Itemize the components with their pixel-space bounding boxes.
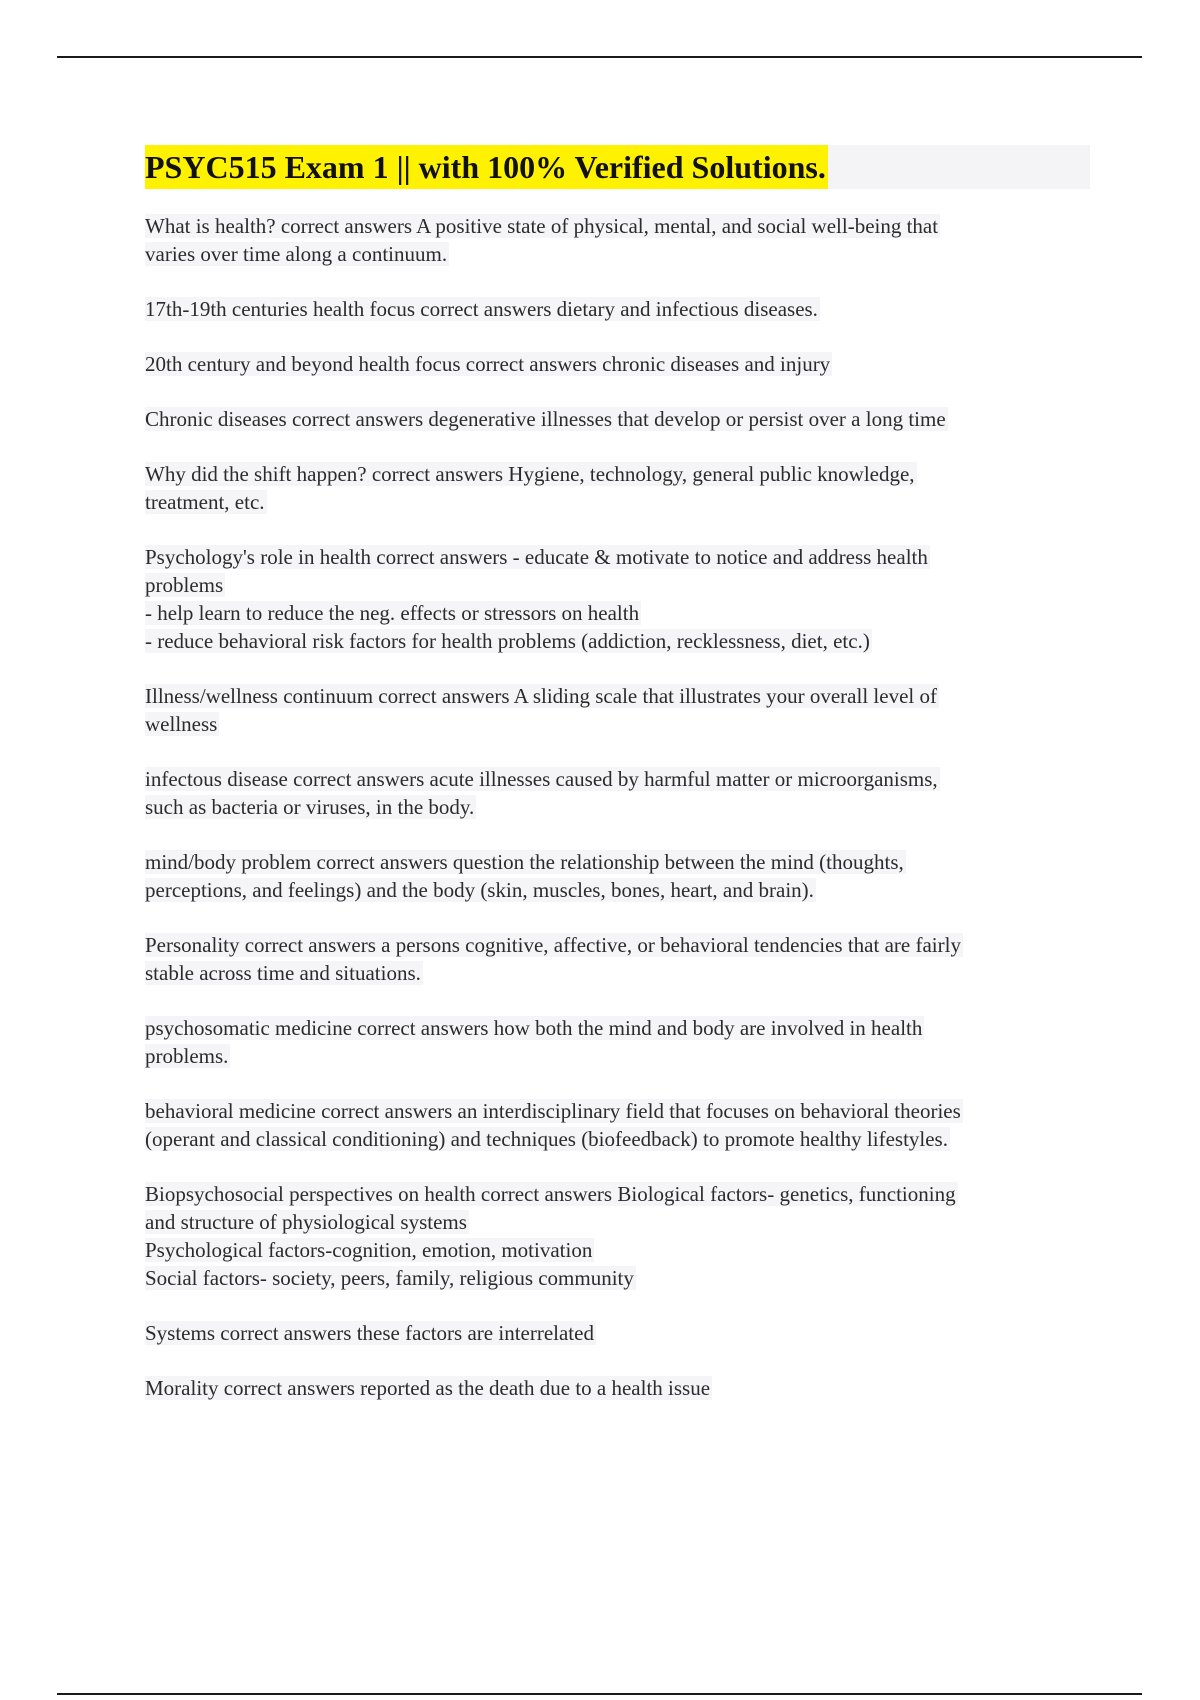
entry-line xyxy=(145,793,1090,821)
entry-line xyxy=(145,599,1090,627)
entry-line-text: treatment, etc. xyxy=(145,490,265,514)
entry-line-text: wellness xyxy=(145,712,218,736)
qa-entry xyxy=(145,405,1090,433)
entry-line-text: (operant and classical conditioning) and techniques (biofeedback) to promote healthy lifestyles. xyxy=(145,1127,948,1151)
entry-line-text: psychosomatic medicine correct answers how both the mind and body are involved in health xyxy=(145,1016,923,1040)
qa-entry xyxy=(145,682,1090,738)
entry-line xyxy=(145,571,1090,599)
entry-line-text: infectous disease correct answers acute illnesses caused by harmful matter or microorganisms, xyxy=(145,767,938,791)
qa-entry xyxy=(145,212,1090,268)
entry-line xyxy=(145,212,1090,240)
entry-line-text: 17th-19th centuries health focus correct answers dietary and infectious diseases. xyxy=(145,297,818,321)
qa-entry xyxy=(145,1014,1090,1070)
entry-line xyxy=(145,627,1090,655)
entry-line-text: What is health? correct answers A positive state of physical, mental, and social well-being that xyxy=(145,214,939,238)
entry-line-text: perceptions, and feelings) and the body (skin, muscles, bones, heart, and brain). xyxy=(145,878,814,902)
entry-line-text: problems. xyxy=(145,1044,229,1068)
bottom-rule xyxy=(57,1693,1142,1695)
qa-entry xyxy=(145,1319,1090,1347)
entry-line-text: Psychological factors-cognition, emotion, motivation xyxy=(145,1238,593,1262)
qa-entry xyxy=(145,765,1090,821)
entry-line xyxy=(145,1208,1090,1236)
qa-entry xyxy=(145,931,1090,987)
entry-line xyxy=(145,1014,1090,1042)
entry-line-text: - reduce behavioral risk factors for health problems (addiction, recklessness, diet, etc.) xyxy=(145,629,870,653)
entry-line xyxy=(145,1180,1090,1208)
entry-list xyxy=(145,212,1090,1402)
entry-line-text: varies over time along a continuum. xyxy=(145,242,448,266)
entry-line-text: 20th century and beyond health focus correct answers chronic diseases and injury xyxy=(145,352,831,376)
entry-line xyxy=(145,876,1090,904)
entry-line xyxy=(145,765,1090,793)
qa-entry xyxy=(145,1180,1090,1292)
top-rule xyxy=(57,56,1142,58)
entry-line-text: Illness/wellness continuum correct answers A sliding scale that illustrates your overall level of xyxy=(145,684,937,708)
document-body xyxy=(145,145,1090,1429)
entry-line xyxy=(145,240,1090,268)
entry-line-text: Psychology's role in health correct answers - educate & motivate to notice and address health xyxy=(145,545,928,569)
entry-line xyxy=(145,931,1090,959)
qa-entry xyxy=(145,848,1090,904)
entry-line-text: mind/body problem correct answers question the relationship between the mind (thoughts, xyxy=(145,850,904,874)
entry-line-text: stable across time and situations. xyxy=(145,961,421,985)
entry-line xyxy=(145,1374,1090,1402)
entry-line xyxy=(145,405,1090,433)
entry-line xyxy=(145,682,1090,710)
entry-line-text: Chronic diseases correct answers degenerative illnesses that develop or persist over a long time xyxy=(145,407,946,431)
entry-line xyxy=(145,488,1090,516)
entry-line xyxy=(145,1125,1090,1153)
entry-line-text: Personality correct answers a persons cognitive, affective, or behavioral tendencies that are fairly xyxy=(145,933,961,957)
qa-entry xyxy=(145,543,1090,655)
entry-line xyxy=(145,1097,1090,1125)
entry-line-text: Systems correct answers these factors are interrelated xyxy=(145,1321,594,1345)
entry-line-text: Morality correct answers reported as the death due to a health issue xyxy=(145,1376,711,1400)
entry-line-text: such as bacteria or viruses, in the body. xyxy=(145,795,475,819)
entry-line xyxy=(145,710,1090,738)
entry-line-text: behavioral medicine correct answers an interdisciplinary field that focuses on behavioral theories xyxy=(145,1099,961,1123)
entry-line xyxy=(145,959,1090,987)
entry-line-text: Biopsychosocial perspectives on health correct answers Biological factors- genetics, functioning xyxy=(145,1182,956,1206)
entry-line-text: - help learn to reduce the neg. effects or stressors on health xyxy=(145,601,640,625)
entry-line xyxy=(145,350,1090,378)
qa-entry xyxy=(145,1097,1090,1153)
entry-line-text: and structure of physiological systems xyxy=(145,1210,467,1234)
qa-entry xyxy=(145,460,1090,516)
entry-line xyxy=(145,848,1090,876)
entry-line xyxy=(145,1236,1090,1264)
entry-line xyxy=(145,543,1090,571)
qa-entry xyxy=(145,295,1090,323)
qa-entry xyxy=(145,1374,1090,1402)
entry-line xyxy=(145,295,1090,323)
entry-line xyxy=(145,1042,1090,1070)
document-title: PSYC515 Exam 1 || with 100% Verified Solutions. xyxy=(145,145,828,189)
entry-line-text: problems xyxy=(145,573,224,597)
qa-entry xyxy=(145,350,1090,378)
entry-line xyxy=(145,1319,1090,1347)
entry-line-text: Social factors- society, peers, family, religious community xyxy=(145,1266,634,1290)
entry-line xyxy=(145,460,1090,488)
title-band xyxy=(145,145,1090,189)
entry-line-text: Why did the shift happen? correct answers Hygiene, technology, general public knowledge, xyxy=(145,462,915,486)
entry-line xyxy=(145,1264,1090,1292)
